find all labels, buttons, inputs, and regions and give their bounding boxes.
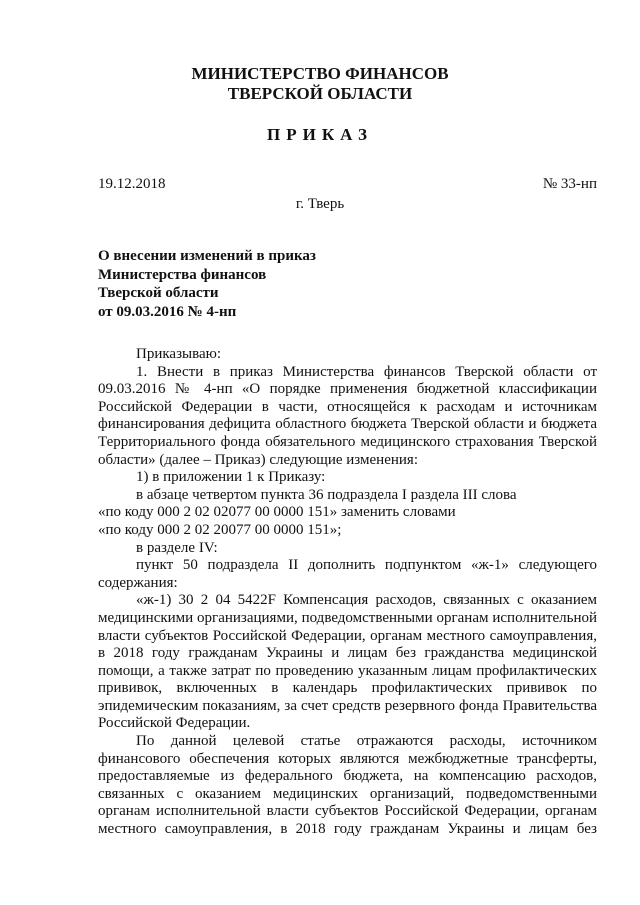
ministry-name-line1: МИНИСТЕРСТВО ФИНАНСОВ bbox=[191, 64, 449, 83]
document-type-title: ПРИКАЗ bbox=[267, 125, 373, 144]
body-paragraph: «по коду 000 2 02 02077 00 0000 151» заменить словами bbox=[98, 504, 456, 521]
body-paragraph: пункт 50 подраздела II дополнить подпунктом «ж-1» следующего содержания: bbox=[98, 557, 597, 591]
body-paragraph: в разделе IV: bbox=[136, 539, 218, 556]
body-paragraph: 1. Внести в приказ Министерства финансов Тверской области от 09.03.2016 № 4-нп «О порядке применения бюджетной классификации Российской Федерации в части, относящейся к расходам и источникам финансирования дефицита областного бюджета Тверской области и бюджета Территориального фонда обязательного медицинского страхования Тверской области» (далее – Приказ) следующие изменения: bbox=[98, 363, 597, 468]
body-paragraph: «ж-1) 30 2 04 5422F Компенсация расходов, связанных с оказанием медицинскими организациями, подведомственными органам исполнительной власти субъектов Российской Федерации, органам местного самоуправления, в 2018 году гражданам Украины и лицам без гражданства медицинской помощи, а также затрат по проведению указанным лицам профилактических прививок, включенных в календарь профилактических прививок по эпидемическим показаниям, за счет средств резервного фонда Правительства Российской Федерации. bbox=[98, 592, 597, 732]
body-paragraph: По данной целевой статье отражаются расходы, источником финансового обеспечения которых являются межбюджетные трансферты, предоставляемые из федерального бюджета, на компенсацию расходов, связанных с оказанием медицинских организаций, подведомственными органам исполнительной власти субъектов Российской Федерации, органам местного самоуправления, в 2018 году гражданам Украины и лицам без bbox=[98, 733, 597, 838]
subject-line: Тверской области bbox=[98, 285, 219, 301]
order-subject bbox=[98, 247, 316, 321]
body-paragraph: 1) в приложении 1 к Приказу: bbox=[136, 469, 326, 486]
body-paragraph: Приказываю: bbox=[136, 346, 221, 362]
subject-line: от 09.03.2016 № 4-нп bbox=[98, 303, 237, 320]
order-date: 19.12.2018 bbox=[98, 176, 166, 192]
body-paragraph: «по коду 000 2 02 20077 00 0000 151»; bbox=[98, 521, 342, 538]
order-body bbox=[98, 346, 597, 839]
subject-line: О внесении изменений в приказ bbox=[98, 248, 316, 264]
subject-line: Министерства финансов bbox=[98, 266, 267, 283]
order-city: г. Тверь bbox=[295, 196, 345, 212]
ministry-name-line2: ТВЕРСКОЙ ОБЛАСТИ bbox=[227, 84, 413, 103]
order-number: № 33-нп bbox=[542, 176, 597, 192]
body-paragraph: в абзаце четвертом пункта 36 подраздела I раздела III слова bbox=[136, 486, 517, 503]
